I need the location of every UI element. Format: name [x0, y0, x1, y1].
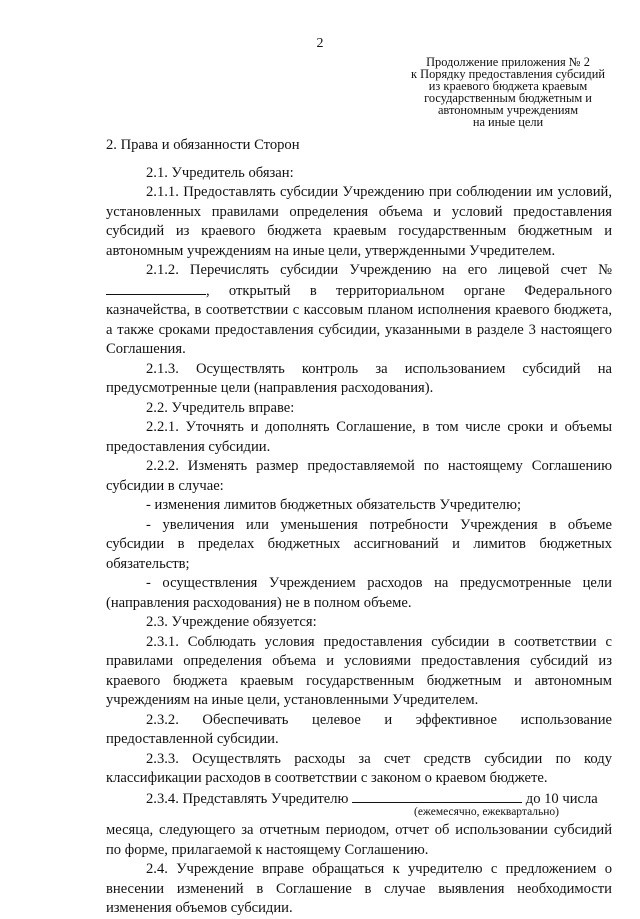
list-item: - осуществления Учреждением расходов на предусмотренные цели (направления расходования) не в полном объеме. — [106, 575, 612, 611]
appendix-header-line: Продолжение приложения № 2 — [426, 55, 590, 69]
clause-2-3-3: 2.3.3. Осуществлять расходы за счет средств субсидии по коду классификации расходов в соответствии с законом о краевом бюджете. — [106, 750, 612, 786]
clause-2-3-4-text: 2.3.4. Представлять Учредителю — [146, 790, 349, 807]
clause-2-1-2-text-cont: , открытый в территориальном органе Федерального казначейства, в соответствии с кассовым планом исполнения краевого бюджета, а также сроками предоставления субсидии, указанными в разделе 3 настоящего Соглашения. — [106, 282, 612, 357]
clause-2-1: 2.1. Учредитель обязан: — [146, 164, 294, 181]
clause-2-1-1: 2.1.1. Предоставлять субсидии Учреждению при соблюдении им условий, установленных правилами определения объема и условий предоставления субсидий из краевого бюджета краевым государственным бюджетным и автономным учреждениям на иные цели, утвержденными Учредителем. — [106, 184, 612, 259]
clause-2-3-1: 2.3.1. Соблюдать условия предоставления субсидии в соответствии с правилами определения объема и условиями предоставления субсидий из краевого бюджета краевым государственным бюджетным и автономным учреждениям на иные цели, установленными Учредителем. — [106, 633, 612, 708]
appendix-header-line: государственным бюджетным и — [424, 91, 592, 105]
clause-2-2-2: 2.2.2. Изменять размер предоставляемой по настоящему Соглашению субсидии в случае: — [106, 458, 612, 494]
clause-2-3-4-cont: месяца, следующего за отчетным периодом, отчет об использовании субсидий по форме, прилагаемой к настоящему Соглашению. — [106, 822, 612, 858]
clause-2-3-2: 2.3.2. Обеспечивать целевое и эффективное использование предоставленной субсидии. — [106, 711, 612, 747]
appendix-header-line: автономным учреждениям — [437, 103, 579, 117]
report-frequency-hint: (ежемесячно, ежеквартально) — [414, 806, 559, 818]
clause-2-2: 2.2. Учредитель вправе: — [146, 399, 295, 416]
appendix-header-line: из краевого бюджета краевым — [428, 79, 588, 93]
appendix-header — [398, 56, 618, 128]
clause-2-1-3: 2.1.3. Осуществлять контроль за использованием субсидий на предусмотренные цели (направления расходования). — [106, 360, 612, 396]
list-item: - увеличения или уменьшения потребности Учреждения в объеме субсидии в пределах бюджетных ассигнований и лимитов бюджетных обязательств; — [106, 516, 612, 572]
clause-2-2-1: 2.2.1. Уточнять и дополнять Соглашение, в том числе сроки и объемы предоставления субсидии. — [106, 419, 612, 455]
clause-2-1-2 — [106, 261, 612, 360]
clause-2-3: 2.3. Учреждение обязуется: — [146, 614, 317, 630]
section-title: 2. Права и обязанности Сторон — [106, 137, 300, 153]
document-body — [106, 136, 612, 919]
page-number: 2 — [316, 36, 324, 51]
clause-2-3-4-deadline: до 10 числа — [525, 790, 598, 807]
account-number-blank[interactable] — [106, 281, 206, 295]
list-item: - изменения лимитов бюджетных обязательств Учредителю; — [146, 497, 522, 513]
appendix-header-line: на иные цели — [472, 115, 544, 129]
clause-2-1-2-text: 2.1.2. Перечислять субсидии Учреждению на его лицевой счет — [146, 262, 587, 278]
clause-2-4: 2.4. Учреждение вправе обращаться к учредителю с предложением о внесении изменений в Соглашение в случае выявления необходимости изменения объемов субсидии. — [106, 861, 612, 916]
report-frequency-blank[interactable] — [352, 789, 522, 803]
appendix-header-line: к Порядку предоставления субсидий — [411, 67, 605, 81]
account-number-label: № — [598, 262, 612, 278]
